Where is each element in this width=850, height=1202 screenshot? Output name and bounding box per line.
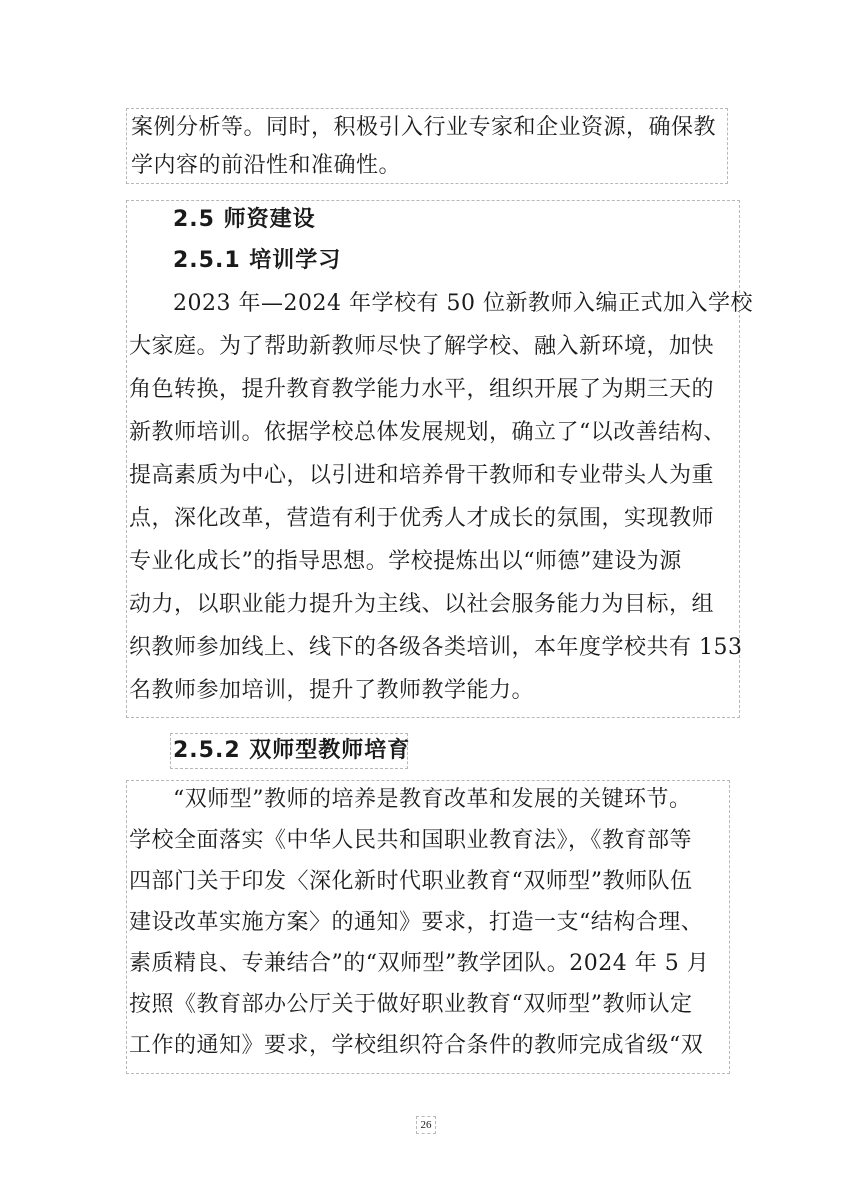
- paragraph-line: 学校全面落实《中华人民共和国职业教育法》，《教育部等: [129, 828, 693, 853]
- paragraph-line: 四部门关于印发〈深化新时代职业教育“双师型”教师队伍: [129, 869, 693, 894]
- subsection-heading: 2.5.2 双师型教师培育: [173, 738, 411, 763]
- subsection-heading: 2.5.1 培训学习: [173, 248, 342, 273]
- paragraph-line: 建设改革实施方案〉的通知》要求，打造一支“结构合理、: [129, 910, 704, 935]
- paragraph-line: 学内容的前沿性和准确性。: [131, 153, 402, 178]
- section-heading: 2.5 师资建设: [173, 207, 316, 232]
- paragraph-line: 大家庭。为了帮助新教师尽快了解学校、融入新环境，加快: [129, 334, 715, 359]
- section-2-5-box: [126, 200, 753, 718]
- paragraph-line: 角色转换，提升教育教学能力水平，组织开展了为期三天的: [129, 377, 715, 402]
- section-2-5-2-heading-box: [170, 733, 411, 769]
- paragraph-line: 工作的通知》要求，学校组织符合条件的教师完成省级“双: [129, 1033, 704, 1058]
- paragraph-line: 提高素质为中心，以引进和培养骨干教师和专业带头人为重: [129, 463, 715, 488]
- top-paragraph-box: [126, 108, 728, 184]
- paragraph-line: 专业化成长”的指导思想。学校提炼出以“师德”建设为源: [129, 549, 682, 574]
- paragraph-line: 动力，以职业能力提升为主线、以社会服务能力为目标，组: [129, 592, 715, 617]
- page-number: 26: [416, 1116, 436, 1134]
- paragraph-line: 案例分析等。同时，积极引入行业专家和企业资源，确保教: [131, 115, 717, 140]
- paragraph-line: 2023 年—2024 年学校有 50 位新教师入编正式加入学校: [173, 291, 753, 316]
- paragraph-line: 新教师培训。依据学校总体发展规划，确立了“以改善结构、: [129, 420, 726, 445]
- paragraph-line: 织教师参加线上、线下的各级各类培训，本年度学校共有 153: [129, 635, 743, 660]
- paragraph-line: “双师型”教师的培养是教育改革和发展的关键环节。: [173, 787, 692, 812]
- paragraph-line: 名教师参加培训，提升了教师教学能力。: [129, 678, 535, 703]
- paragraph-line: 素质精良、专兼结合”的“双师型”教学团队。2024 年 5 月: [129, 951, 710, 976]
- paragraph-line: 按照《教育部办公厅关于做好职业教育“双师型”教师认定: [129, 992, 693, 1017]
- paragraph-line: 点，深化改革，营造有利于优秀人才成长的氛围，实现教师: [129, 506, 715, 531]
- section-2-5-2-body-box: [126, 780, 730, 1074]
